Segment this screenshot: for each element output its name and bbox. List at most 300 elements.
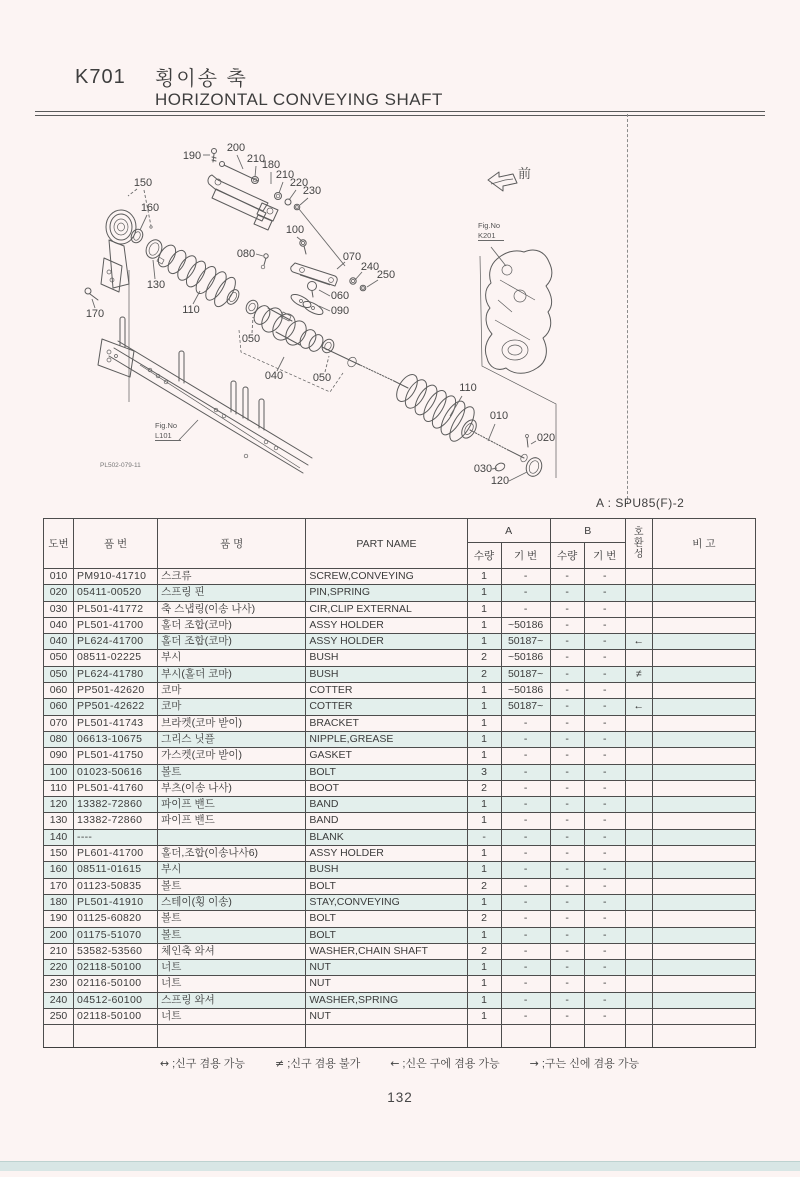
callout-240: 240 [360,261,380,273]
cell-no: 050 [44,666,74,682]
cell-part_no: ---- [74,829,158,845]
cell-name_kr: 홀더 조합(코마) [158,634,306,650]
cell-a_serial: 50187~ [501,634,550,650]
table-row[interactable] [44,976,756,992]
cell-no: 230 [44,976,74,992]
callout-leader [279,182,283,193]
cell-part_no: 08511-02225 [74,650,158,666]
parts-table[interactable] [43,518,756,1048]
cell-part_no: 02118-50100 [74,960,158,976]
col-header-part-no: 품 번 [74,519,158,569]
cell-note [652,1009,755,1025]
page-title-english: HORIZONTAL CONVEYING SHAFT [155,90,443,109]
cell-part_no: 01125-60820 [74,911,158,927]
cell-no: 240 [44,992,74,1008]
table-row[interactable] [44,748,756,764]
cell-a_serial: - [501,585,550,601]
cell-a_serial: - [501,960,550,976]
cell-part_name: ASSY HOLDER [306,634,467,650]
cell-b_qty: - [550,976,584,992]
cell-note [652,894,755,910]
cell-b_qty: - [550,813,584,829]
bolt-100 [300,240,306,254]
cell-a_serial: ~50186 [501,617,550,633]
callout-leader [488,424,495,441]
cell-a_qty: 2 [467,911,501,927]
front-label: 前 [518,167,532,182]
cell-b_serial: - [584,650,625,666]
cell-part_name: NIPPLE,GREASE [306,731,467,747]
table-row[interactable] [44,862,756,878]
callout-leader [289,190,296,200]
cell-no: 010 [44,569,74,585]
cell-name_kr: 홀더,조합(이송나사6) [158,846,306,862]
cell-part_no: PL501-41910 [74,894,158,910]
callout-210: 210 [275,169,295,181]
cell-note [652,683,755,699]
cell-b_qty: - [550,699,584,715]
cell-b_serial: - [584,666,625,682]
cotter-060 [308,282,317,298]
cell-name_kr: 홀더 조합(코마) [158,617,306,633]
cell-part_no: PL501-41750 [74,748,158,764]
callout-040: 040 [264,370,284,382]
cell-compat [625,715,652,731]
legend-item: → ;구는 신에 겸용 가능 [529,1057,640,1070]
cell-part_name: WASHER,SPRING [306,992,467,1008]
cell-b_serial: - [584,1009,625,1025]
cell-a_serial: - [501,601,550,617]
cell-no: 150 [44,846,74,862]
cell-no: 080 [44,731,74,747]
figure-code: K701 [75,66,126,88]
table-row[interactable] [44,829,756,845]
cell-compat [625,878,652,894]
col-header-note: 비 고 [652,519,755,569]
callout-leader [256,254,263,256]
page-title-korean: 횡이송 축 [155,68,248,90]
cell-a_serial: - [501,943,550,959]
cell-b_qty: - [550,1009,584,1025]
cell-b_qty: - [550,748,584,764]
cell-b_qty: - [550,846,584,862]
callout-050: 050 [241,333,261,345]
table-row[interactable] [44,569,756,585]
cell-compat [625,927,652,943]
table-row[interactable] [44,780,756,796]
cell-note [652,813,755,829]
callout-070: 070 [342,251,362,263]
col-header-qty-a: 수량 [467,543,501,569]
leader-150-dash [128,189,137,196]
cell-a_serial: - [501,780,550,796]
table-row[interactable] [44,894,756,910]
band-clamp-130 [143,237,165,264]
cell-compat [625,829,652,845]
cell-note [652,569,755,585]
cell-name_kr: 축 스냅링(이송 나사) [158,601,306,617]
cell-a_serial: - [501,992,550,1008]
table-row[interactable] [44,601,756,617]
cell-part_no: 05411-00520 [74,585,158,601]
callout-leader [255,166,256,177]
cell-part_no: PP501-42620 [74,683,158,699]
cell-b_qty: - [550,585,584,601]
cell-note [652,650,755,666]
cell-a_qty: 1 [467,569,501,585]
gasket-090 [289,292,325,317]
cell-part_name: WASHER,CHAIN SHAFT [306,943,467,959]
cell-a_serial: - [501,894,550,910]
table-row[interactable] [44,846,756,862]
col-group-a: A [467,519,550,543]
legend-item: ↔ ;신구 겸용 가능 [159,1057,246,1070]
cell-part_no: 08511-01615 [74,862,158,878]
cell-part_no: 53582-53560 [74,943,158,959]
cell-name_kr: 부시 [158,650,306,666]
cell-part_name: SCREW,CONVEYING [306,569,467,585]
cell-compat [625,748,652,764]
lever-arm-assembly [85,210,136,402]
callout-leader [367,280,378,287]
cell-name_kr: 파이프 밴드 [158,797,306,813]
cell-a_qty: 1 [467,846,501,862]
nut-240 [350,278,356,284]
cell-part_no: PL624-41700 [74,634,158,650]
cell-a_qty: 1 [467,1009,501,1025]
cell-name_kr: 너트 [158,1009,306,1025]
callout-leader [252,317,253,333]
table-row[interactable] [44,731,756,747]
callout-leader [300,198,308,205]
cell-name_kr [158,829,306,845]
cell-b_serial: - [584,846,625,862]
page-number: 132 [387,1090,413,1105]
callout-leader [492,468,497,469]
cell-name_kr: 체인축 와셔 [158,943,306,959]
circlip-030 [494,462,506,473]
cell-part_no: 13382-72860 [74,813,158,829]
table-filler-row [44,1025,756,1048]
table-row[interactable] [44,992,756,1008]
cell-b_serial: - [584,943,625,959]
cell-a_qty: 1 [467,699,501,715]
cell-name_kr: 너트 [158,976,306,992]
cell-compat [625,1009,652,1025]
table-row[interactable] [44,960,756,976]
cell-a_qty: 1 [467,960,501,976]
cell-part_no: 06613-10675 [74,731,158,747]
cell-compat [625,862,652,878]
cell-no: 120 [44,797,74,813]
cell-note [652,780,755,796]
cell-note [652,862,755,878]
callout-110: 110 [459,382,477,394]
cell-no: 090 [44,748,74,764]
cell-name_kr: 코마 [158,699,306,715]
cell-part_name: BUSH [306,666,467,682]
cell-compat [625,617,652,633]
cell-note [652,829,755,845]
cell-b_qty: - [550,943,584,959]
cell-a_serial: - [501,813,550,829]
cell-a_serial: - [501,797,550,813]
fig-ref-code: L101 [155,431,172,440]
gearcase-casting [485,250,551,373]
cell-name_kr: 스프링 핀 [158,585,306,601]
holder-assembly-040 [251,303,326,354]
cell-a_qty: - [467,829,501,845]
callout-leader [153,260,155,279]
cell-b_qty: - [550,862,584,878]
bush-050-left [244,298,260,316]
cell-part_no: PL501-41743 [74,715,158,731]
cell-name_kr: 스프링 와셔 [158,992,306,1008]
cell-b_serial: - [584,764,625,780]
cell-name_kr: 코마 [158,683,306,699]
cell-note [652,976,755,992]
callout-100: 100 [285,224,305,236]
cell-part_name: GASKET [306,748,467,764]
cell-note [652,846,755,862]
drawing-code: PL502-079-11 [100,462,141,469]
both-arrow-icon: ↔ [159,1057,170,1070]
cell-a_qty: 1 [467,813,501,829]
callout-200: 200 [226,142,246,154]
cell-part_name: ASSY HOLDER [306,846,467,862]
cell-part_name: BOLT [306,927,467,943]
cell-note [652,715,755,731]
cell-part_name: BOLT [306,878,467,894]
cell-compat [625,943,652,959]
model-note: A : SPU85(F)-2 [596,496,685,510]
callout-180: 180 [261,159,281,171]
bracket-070 [291,263,338,286]
cell-note [652,585,755,601]
cell-part_no: PL501-41760 [74,780,158,796]
cell-compat: ← [625,634,652,650]
callout-030: 030 [473,463,493,475]
callout-130: 130 [146,279,166,291]
cell-a_qty: 1 [467,731,501,747]
col-header-part-name: PART NAME [306,519,467,569]
nut-250 [360,285,366,291]
cell-b_qty: - [550,634,584,650]
scan-edge-band [0,1161,800,1171]
table-row[interactable] [44,634,756,650]
not-equal-icon: ≠ [275,1057,285,1070]
cell-note [652,699,755,715]
cell-b_qty: - [550,650,584,666]
cell-no: 050 [44,650,74,666]
cell-name_kr: 볼트 [158,878,306,894]
cell-a_serial: - [501,829,550,845]
cell-a_qty: 1 [467,894,501,910]
callout-leader [319,290,330,296]
cell-name_kr: 볼트 [158,927,306,943]
cell-a_serial: - [501,878,550,894]
legend-item: ← ;신은 구에 겸용 가능 [390,1057,500,1070]
cell-part_name: BAND [306,813,467,829]
cell-name_kr: 브라켓(코마 받이) [158,715,306,731]
cell-note [652,927,755,943]
cell-a_serial: - [501,764,550,780]
cell-b_serial: - [584,748,625,764]
cell-part_no: 01023-50616 [74,764,158,780]
cell-note [652,617,755,633]
cell-part_no: PL624-41780 [74,666,158,682]
table-row[interactable] [44,585,756,601]
table-row[interactable] [44,683,756,699]
cell-part_no: PL501-41772 [74,601,158,617]
col-header-name-kr: 품 명 [158,519,306,569]
cell-part_no: PP501-42622 [74,699,158,715]
cell-note [652,731,755,747]
cell-part_name: COTTER [306,699,467,715]
cell-b_serial: - [584,683,625,699]
cell-a_serial: - [501,715,550,731]
table-row[interactable] [44,715,756,731]
callout-leader [531,441,536,444]
cell-b_serial: - [584,634,625,650]
cell-name_kr: 부츠(이송 나사) [158,780,306,796]
fig-ref-code: K201 [478,231,496,240]
cell-part_no: 13382-72860 [74,797,158,813]
cell-part_no: 01175-51070 [74,927,158,943]
cell-b_qty: - [550,731,584,747]
col-header-no: 도번 [44,519,74,569]
cell-part_no: 02116-50100 [74,976,158,992]
cell-b_qty: - [550,780,584,796]
cell-a_qty: 2 [467,650,501,666]
cell-b_serial: - [584,731,625,747]
col-group-b: B [550,519,625,543]
table-row[interactable] [44,764,756,780]
cell-part_name: CIR,CLIP EXTERNAL [306,601,467,617]
table-row[interactable] [44,943,756,959]
cell-no: 190 [44,911,74,927]
cell-part_name: ASSY HOLDER [306,617,467,633]
table-row[interactable] [44,617,756,633]
callout-210: 210 [246,153,266,165]
callout-010: 010 [489,410,509,422]
table-row[interactable] [44,927,756,943]
cell-no: 040 [44,634,74,650]
callout-leader [325,356,329,372]
cell-a_qty: 1 [467,797,501,813]
cell-a_serial: - [501,1009,550,1025]
table-row[interactable] [44,911,756,927]
callout-050: 050 [312,372,332,384]
cell-b_serial: - [584,976,625,992]
table-row[interactable] [44,878,756,894]
cell-compat: ≠ [625,666,652,682]
leader-150-dot [150,226,152,228]
cell-compat [625,992,652,1008]
table-row[interactable] [44,1009,756,1025]
cell-no: 060 [44,699,74,715]
callout-090: 090 [330,305,350,317]
cell-part_no: PL601-41700 [74,846,158,862]
cell-part_name: STAY,CONVEYING [306,894,467,910]
cell-a_qty: 1 [467,617,501,633]
cell-part_no: PM910-41710 [74,569,158,585]
cell-part_name: NUT [306,960,467,976]
cell-b_qty: - [550,829,584,845]
table-row[interactable] [44,813,756,829]
table-row[interactable] [44,699,756,715]
cell-b_serial: - [584,569,625,585]
cell-name_kr: 볼트 [158,764,306,780]
cell-compat [625,601,652,617]
cell-no: 030 [44,601,74,617]
cell-note [652,764,755,780]
cell-part_name: BAND [306,797,467,813]
col-header-compat: 호환성 [625,519,652,569]
cell-a_qty: 2 [467,780,501,796]
col-header-serial-b: 기 번 [584,543,625,569]
cell-b_qty: - [550,911,584,927]
cell-b_qty: - [550,666,584,682]
conveying-shaft [322,347,408,388]
callout-leader [297,237,302,241]
table-row[interactable] [44,797,756,813]
cell-part_name: BRACKET [306,715,467,731]
cell-no: 020 [44,585,74,601]
cell-compat [625,846,652,862]
cell-compat [625,569,652,585]
cell-b_serial: - [584,601,625,617]
cell-part_name: BOLT [306,911,467,927]
cell-a_qty: 1 [467,927,501,943]
cell-b_serial: - [584,894,625,910]
cell-a_serial: - [501,569,550,585]
cell-a_qty: 1 [467,634,501,650]
cell-compat [625,585,652,601]
callout-110: 110 [182,304,200,316]
cell-a_qty: 2 [467,943,501,959]
cell-compat [625,976,652,992]
cell-b_qty: - [550,617,584,633]
cell-note [652,634,755,650]
front-arrow-icon [488,172,517,191]
table-row[interactable] [44,666,756,682]
cell-b_serial: - [584,992,625,1008]
cell-b_serial: - [584,960,625,976]
table-row[interactable] [44,650,756,666]
cell-a_serial: - [501,976,550,992]
cell-part_name: NUT [306,1009,467,1025]
cell-part_name: PIN,SPRING [306,585,467,601]
cell-b_serial: - [584,715,625,731]
callout-060: 060 [330,290,350,302]
cell-compat [625,764,652,780]
callout-leader [509,472,527,481]
callout-220: 220 [289,177,309,189]
callout-leader [337,262,345,269]
cell-name_kr: 볼트 [158,911,306,927]
cell-compat: ← [625,699,652,715]
cell-part_name: BOLT [306,764,467,780]
cell-part_no: 02118-50100 [74,1009,158,1025]
cell-compat [625,731,652,747]
cell-note [652,943,755,959]
callout-230: 230 [302,185,322,197]
cell-a_serial: - [501,846,550,862]
cell-note [652,666,755,682]
parts-diagram [0,0,800,512]
cell-b_qty: - [550,878,584,894]
